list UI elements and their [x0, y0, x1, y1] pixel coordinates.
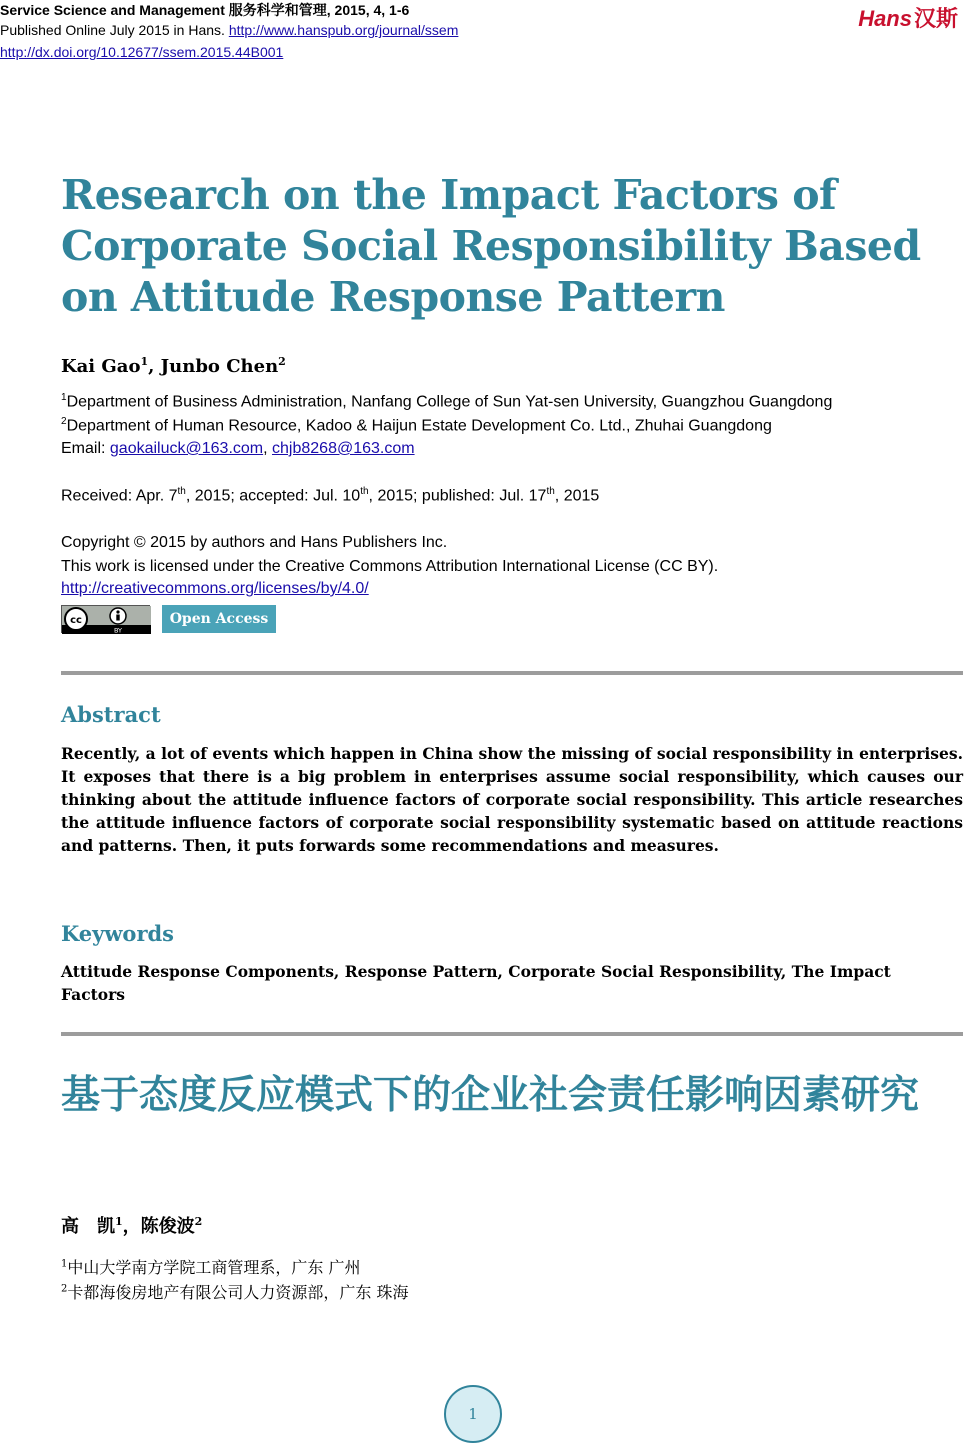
email-link-2[interactable]: chjb8268@163.com [272, 440, 415, 457]
published-date: , 2015; published: Jul. 17 [368, 487, 547, 505]
email-line [61, 440, 415, 458]
date-year: , 2015 [554, 487, 600, 505]
ordinal-suffix: th [177, 486, 186, 497]
author-separator: , [148, 356, 161, 377]
author-affiliation-marker: 2 [194, 1215, 203, 1228]
affiliation-1 [61, 392, 832, 411]
chinese-affiliation-2 [61, 1280, 408, 1303]
abstract-heading: Abstract [61, 702, 161, 727]
ordinal-suffix: th [546, 486, 555, 497]
email-link-1[interactable]: gaokailuck@163.com [109, 440, 264, 457]
author-separator: ， [122, 1216, 141, 1237]
chinese-affiliation-1 [61, 1255, 360, 1278]
affiliation-marker: 1 [61, 1258, 68, 1270]
author-list [61, 355, 286, 377]
affiliation-marker: 1 [61, 392, 67, 403]
abstract-text: Recently, a lot of events which happen in China show the missing of social responsibility in enterprises. It exposes that there is a big problem in enterprises assume social responsibility, which causes our thinking about the attitude influence factors of corporate social responsibility. This article researches the attitude influence factors of corporate social responsibility systematic based on attitude reactions and patterns. Then, it puts forwards some recommendations and measures. [61, 744, 963, 855]
license-url-link[interactable]: http://creativecommons.org/licenses/by/4.0/ [61, 580, 369, 597]
publication-dates [61, 486, 599, 505]
keywords-text: Attitude Response Components, Response Pattern, Corporate Social Responsibility, The Impact Factors [61, 962, 891, 1004]
chinese-author-list [61, 1212, 202, 1238]
affiliation-2 [61, 416, 772, 435]
author-affiliation-marker: 1 [140, 355, 149, 368]
published-online-text: Published Online July 2015 in Hans. [0, 22, 229, 38]
logo-cn-text: 汉斯 [913, 6, 958, 31]
svg-text:cc: cc [70, 615, 82, 626]
author-name: 高 凯 [61, 1216, 115, 1237]
paper-title: Research on the Impact Factors of Corporate Social Responsibility Based on Attitude Response Pattern [61, 171, 921, 321]
section-divider [61, 671, 963, 675]
author-affiliation-marker: 1 [115, 1215, 123, 1228]
doi-link[interactable]: http://dx.doi.org/10.12677/ssem.2015.44B001 [0, 44, 284, 60]
author-affiliation-marker: 2 [278, 355, 286, 368]
keywords-heading: Keywords [61, 921, 175, 946]
author-name: Junbo Chen [160, 356, 279, 377]
logo-latin-text: Hans [858, 6, 912, 31]
affiliation-text: 中山大学南方学院工商管理系，广东 广州 [67, 1258, 361, 1277]
journal-url-link[interactable]: http://www.hanspub.org/journal/ssem [228, 22, 459, 38]
author-name: 陈俊波 [140, 1216, 195, 1237]
license-url-line [61, 580, 369, 598]
cc-by-icon [62, 606, 151, 634]
author-name: Kai Gao [61, 356, 141, 377]
journal-name: Service Science and Management 服务科学和管理, 2015, 4, 1-6 [0, 2, 410, 18]
publication-line [0, 22, 458, 38]
received-date: Received: Apr. 7 [61, 487, 178, 505]
page-number: 1 [444, 1385, 502, 1443]
affiliation-text: Department of Human Resource, Kadoo & Haijun Estate Development Co. Ltd., Zhuhai Guangdong [66, 417, 772, 435]
accepted-date: , 2015; accepted: Jul. 10 [185, 487, 361, 505]
section-divider [61, 1032, 963, 1036]
affiliation-marker: 2 [61, 416, 67, 427]
copyright-notice: Copyright © 2015 by authors and Hans Publishers Inc. [61, 534, 448, 551]
affiliation-marker: 2 [61, 1283, 68, 1295]
license-statement: This work is licensed under the Creative Commons Attribution International License (CC BY). [61, 558, 719, 575]
ordinal-suffix: th [360, 486, 369, 497]
doi-line [0, 44, 283, 60]
email-label: Email: [61, 440, 110, 457]
email-separator: , [263, 440, 273, 457]
chinese-title: 基于态度反应模式下的企业社会责任影响因素研究 [61, 1073, 920, 1118]
affiliation-text: 卡都海俊房地产有限公司人力资源部，广东 珠海 [67, 1283, 409, 1302]
hans-logo [858, 2, 958, 33]
cc-by-badge[interactable] [61, 605, 150, 633]
open-access-badge: Open Access [162, 605, 276, 633]
cc-by-label: BY [113, 626, 123, 634]
affiliation-text: Department of Business Administration, Nanfang College of Sun Yat-sen University, Guangzhou Guangdong [66, 393, 833, 411]
